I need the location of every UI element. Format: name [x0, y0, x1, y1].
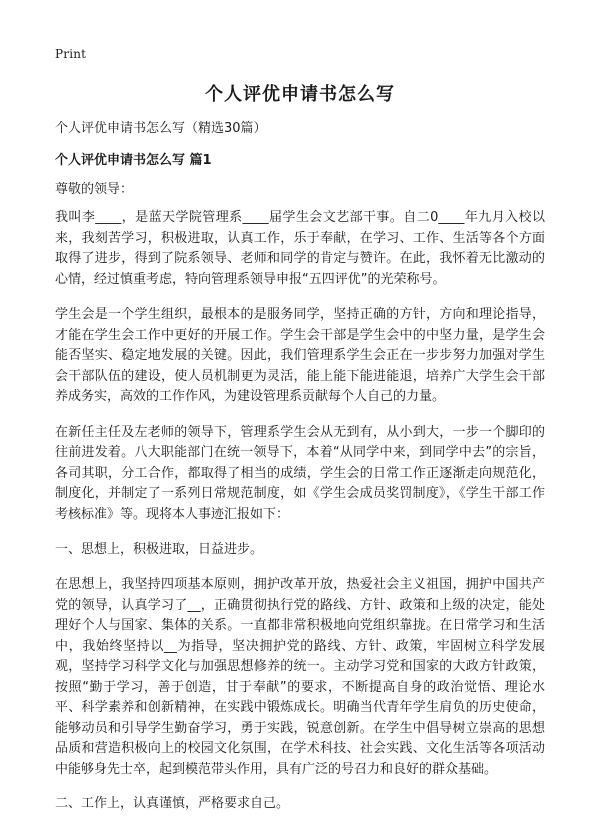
section-heading: 个人评优申请书怎么写 篇1	[55, 153, 212, 168]
document-body	[55, 119, 545, 829]
salutation: 尊敬的领导：	[55, 182, 134, 197]
print-link[interactable]: Print	[55, 47, 87, 61]
paragraph: 在思想上，我坚持四项基本原则，拥护改革开放，热爱社会主义祖国，拥护中国共产党的领导，认真学习了__，正确贯彻执行党的路线、方针、政策和上级的决定，能处理好个人与国家、集体的关系。一直都非常积极地向党组织靠拢。在日常学习和生活中，我始终坚持以__为指导，坚决拥护党的路线、方针、政策，牢固树立科学发展观，坚持学习科学文化与加强思想修养的统一。主动学习党和国家的大政方针政策，按照“勤于学习，善于创造，甘于奉献”的要求，不断提高自身的政治觉悟、理论水平、科学素养和创新精神，在实践中锻炼成长。明确当代青年学生肩负的历史使命，能够动员和引导学生勤奋学习，勇于实践，锐意创新。在学生中倡导树立崇高的思想品质和营造积极向上的校园文化氛围，在学术科技、社会实践、文化生活等各项活动中能够身先士卒，起到模范带头作用，具有广泛的号召力和良好的群众基础。	[55, 577, 545, 777]
document-subtitle: 个人评优申请书怎么写（精选30篇）	[55, 121, 267, 136]
paragraph: 学生会是一个学生组织，最根本的是服务同学，坚持正确的方针，方向和理论指导，才能在学生会工作中更好的开展工作。学生会干部是学生会中的中坚力量，是学生会能否坚实、稳定地发展的关键。因此，我们管理系学生会正在一步步努力加强对学生会干部队伍的建设，使人员机制更为灵活，能上能下能进能退，培养广大学生会干部养成务实，高效的工作作风，为建设管理系贡献每个人自己的力量。	[55, 307, 545, 404]
paragraph: 在新任主任及左老师的领导下，管理系学生会从无到有，从小到大，一步一个脚印的往前进发着。八大职能部门在统一领导下，本着“从同学中来，到同学中去”的宗旨，各司其职，分工合作，都取得了相当的成绩，学生会的日常工作正逐渐走向规范化，制度化，并制定了一系列日常规范制度，如《学生会成员奖罚制度》，《学生干部工作考核标准》等。现将本人事迹汇报如下：	[55, 424, 545, 522]
document-title: 个人评优申请书怎么写	[205, 84, 395, 105]
paragraph: 我叫李____，是蓝天学院管理系____届学生会文艺部干事。自二0____年九月入校以来，我刻苦学习，积极进取，认真工作，乐于奉献，在学习、工作、生活等各个方面取得了进步，得到了院系领导、老师和同学的肯定与赞许。在此，我怀着无比激动的心情，经过慎重考虑，特向管理系领导申报“五四评优”的光荣称号。	[55, 210, 545, 287]
point-heading: 一、思想上，积极进取，日益进步。	[55, 542, 264, 557]
point-heading: 二、工作上，认真谨慎，严格要求自己。	[55, 796, 290, 811]
